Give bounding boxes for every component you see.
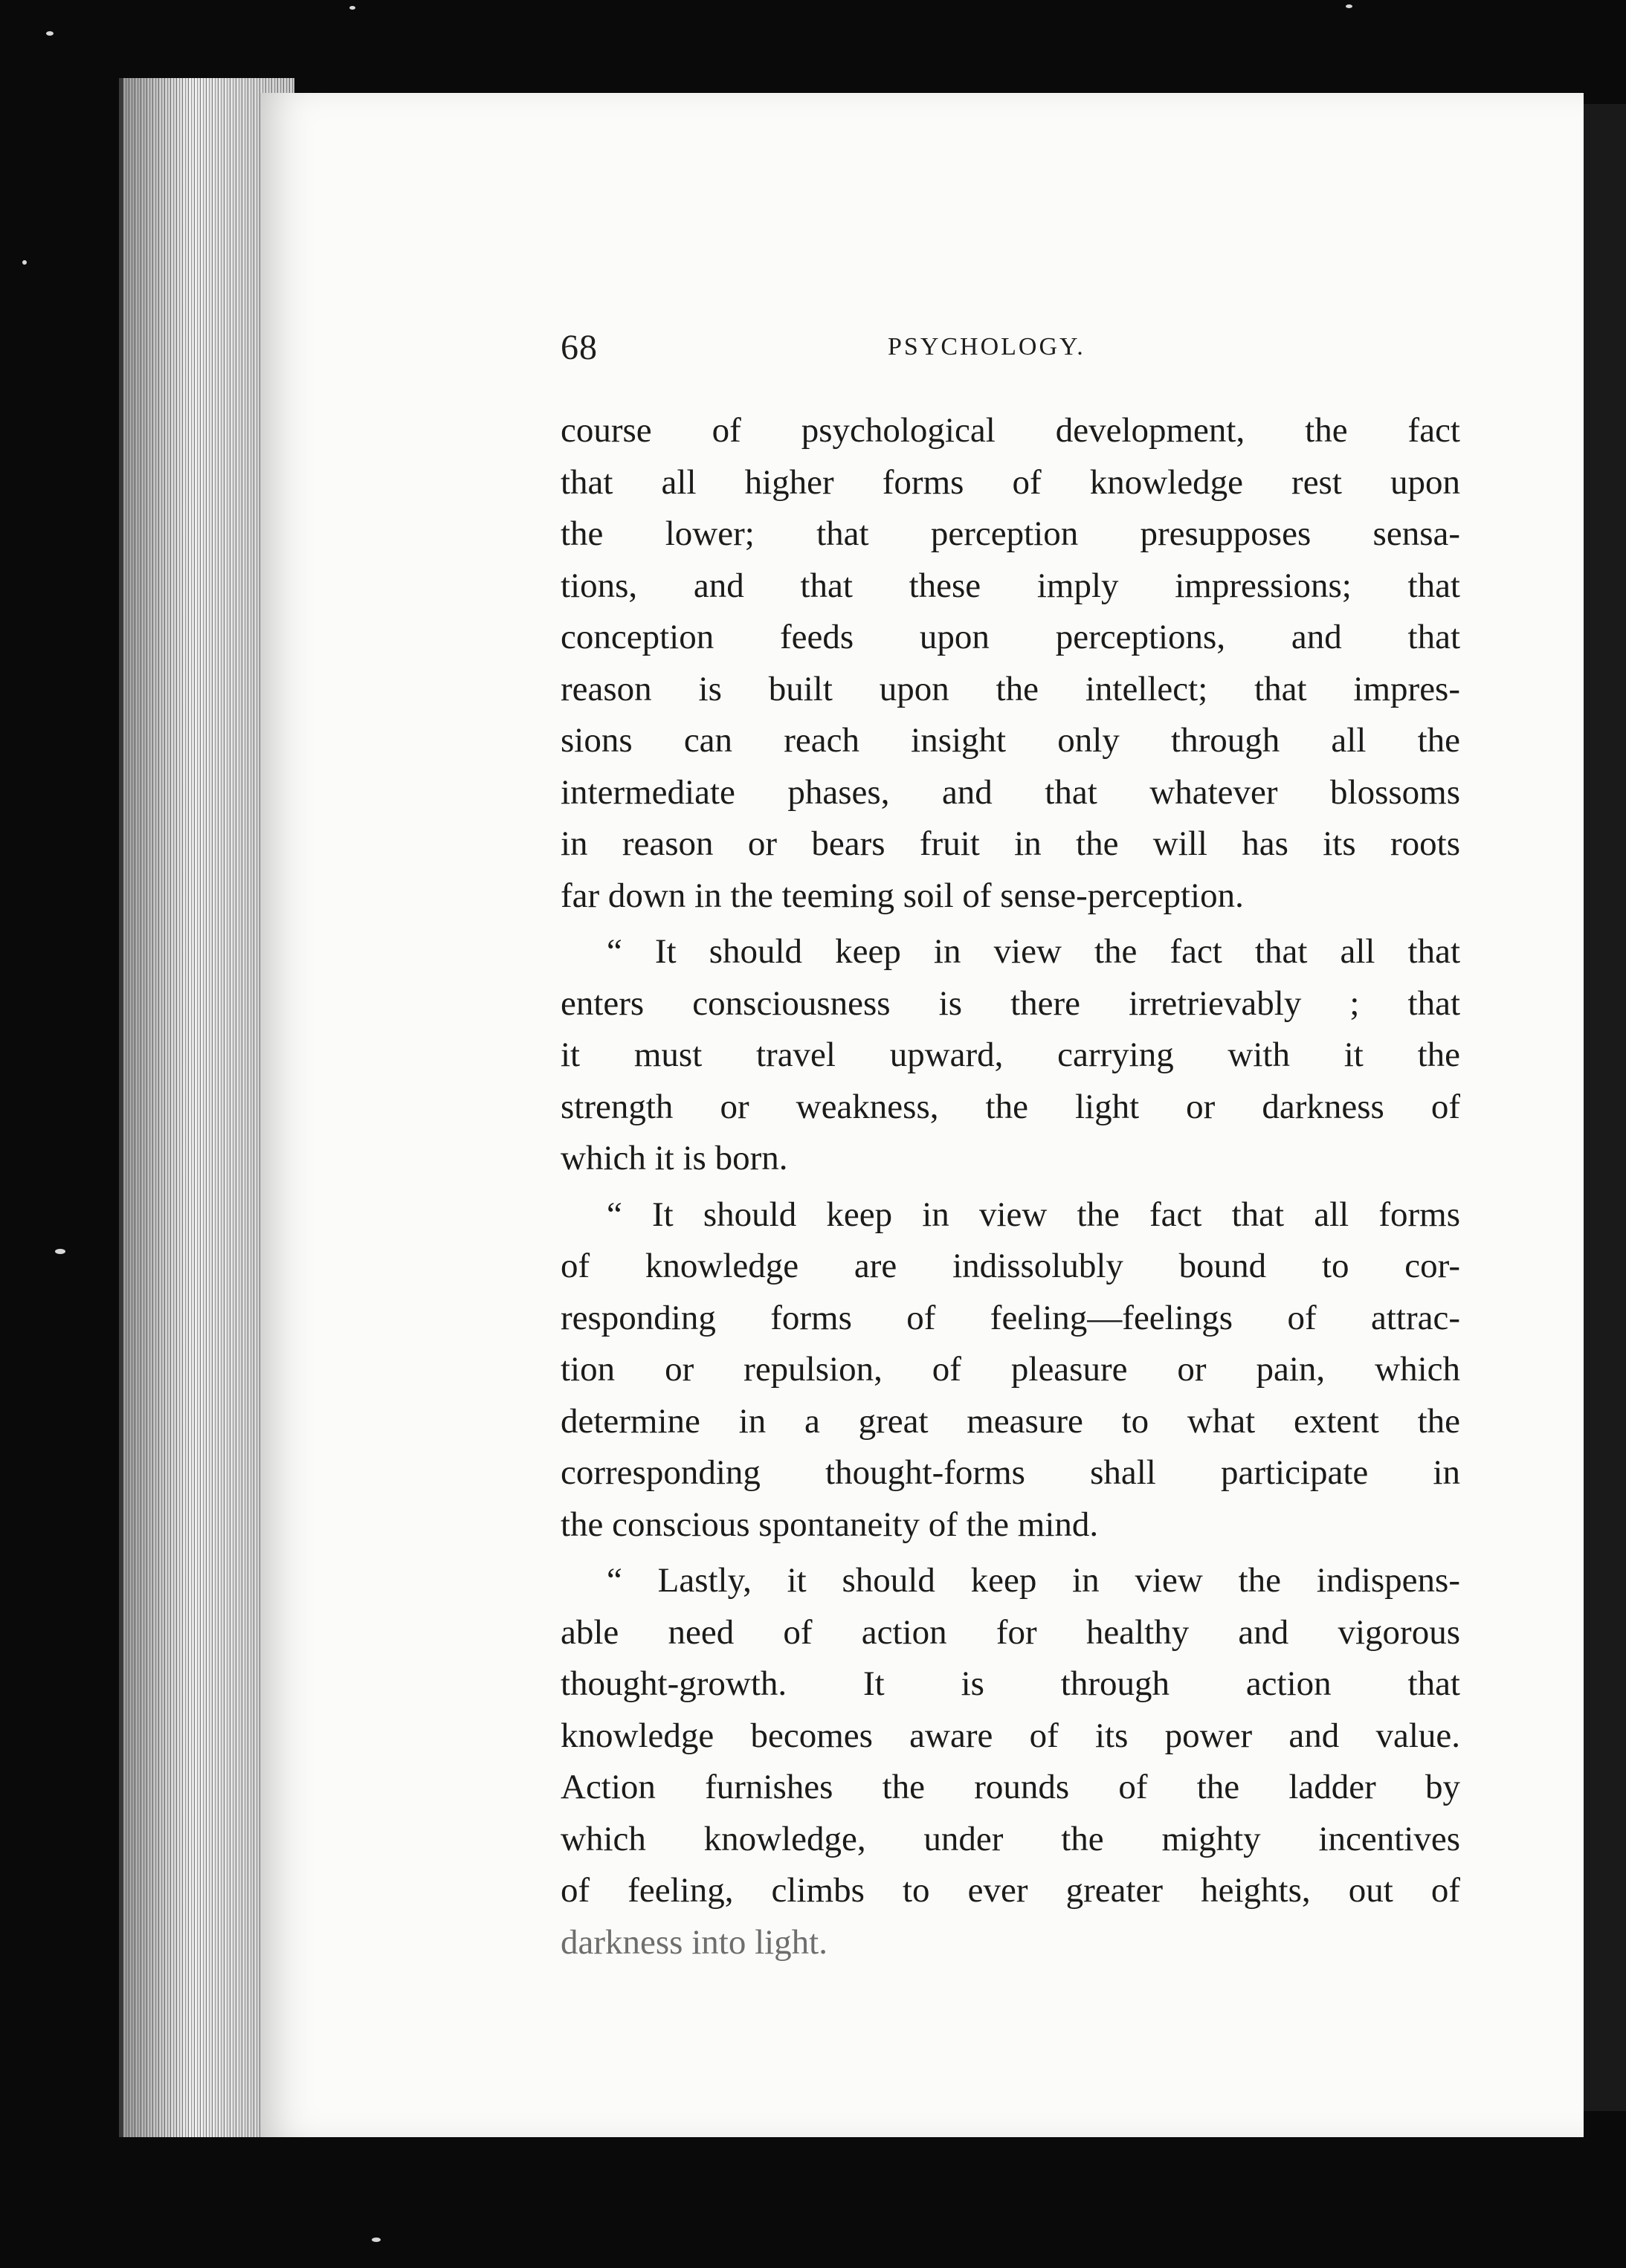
text-line: of feeling, climbs to ever greater heights, out of — [561, 1871, 1460, 1910]
text-line: enters consciousness is there irretrievably ; that — [561, 983, 1460, 1023]
text-line: intermediate phases, and that whatever blossoms — [561, 772, 1460, 812]
paragraph — [561, 1555, 1460, 1968]
text-line: tions, and that these imply impressions; that — [561, 566, 1460, 605]
paragraph — [561, 405, 1460, 922]
body-text — [561, 405, 1460, 1968]
text-line: of knowledge are indissolubly bound to cor- — [561, 1247, 1460, 1285]
text-line: “ Lastly, it should keep in view the indispens- — [607, 1561, 1460, 1600]
text-line: conception feeds upon perceptions, and that — [561, 618, 1460, 656]
text-line: “ It should keep in view the fact that all that — [607, 932, 1460, 971]
text-line: determine in a great measure to what extent the — [561, 1401, 1460, 1441]
page-number: 68 — [561, 328, 598, 367]
text-line: sions can reach insight only through all the — [561, 721, 1460, 760]
text-line: the conscious spontaneity of the mind. — [561, 1505, 1099, 1544]
text-line: responding forms of feeling—feelings of attrac- — [561, 1298, 1460, 1337]
text-line: thought-growth. It is through action that — [561, 1664, 1460, 1703]
text-line: Action furnishes the rounds of the ladder by — [561, 1768, 1460, 1806]
text-line: knowledge becomes aware of its power and value. — [561, 1716, 1460, 1755]
text-line: “ It should keep in view the fact that all forms — [607, 1195, 1460, 1234]
film-speck — [55, 1249, 65, 1254]
text-line: reason is built upon the intellect; that impres- — [561, 669, 1460, 708]
paragraph — [561, 926, 1460, 1185]
text-line: darkness into light. — [561, 1922, 827, 1962]
film-speck — [1346, 4, 1352, 8]
paragraph — [561, 1189, 1460, 1551]
running-head — [561, 327, 1460, 379]
text-line: which knowledge, under the mighty incentives — [561, 1819, 1460, 1858]
film-speck — [46, 31, 54, 36]
text-line: tion or repulsion, of pleasure or pain, which — [561, 1350, 1460, 1389]
text-line: able need of action for healthy and vigorous — [561, 1612, 1460, 1652]
film-speck — [22, 260, 27, 265]
film-speck — [349, 6, 355, 10]
book-cover-edge — [1582, 104, 1626, 2111]
text-line: the lower; that perception presupposes sensa- — [561, 514, 1460, 553]
text-line: that all higher forms of knowledge rest upon — [561, 462, 1460, 502]
text-line: corresponding thought-forms shall participate in — [561, 1453, 1460, 1492]
text-line: which it is born. — [561, 1139, 788, 1177]
film-speck — [372, 2238, 381, 2242]
text-line: it must travel upward, carrying with it the — [561, 1036, 1460, 1074]
text-line: course of psychological development, the fact — [561, 411, 1460, 450]
running-title: PSYCHOLOGY. — [888, 333, 1085, 361]
text-line: strength or weakness, the light or darkness of — [561, 1087, 1460, 1126]
text-line: far down in the teeming soil of sense-perception. — [561, 876, 1244, 915]
text-line: in reason or bears fruit in the will has its roots — [561, 824, 1460, 863]
